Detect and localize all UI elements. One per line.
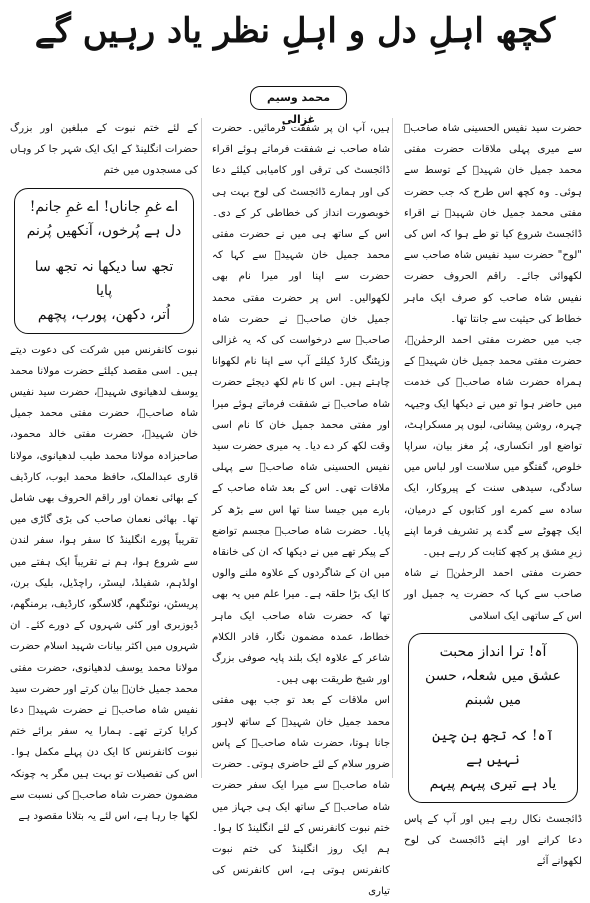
poem-line: آہ! ترا انداز محبت: [439, 643, 547, 660]
paragraph: ڈائجسٹ نکال رہے ہیں اور آپ کے پاس دعا کرانے اور اپنے ڈائجسٹ کی لوح لکھوانے آئے: [404, 813, 582, 868]
poem-line: یاد ہے تیری پیہم پیہم: [429, 775, 557, 792]
poem-line: اُتر، دکھن، پورب، پچھم: [37, 306, 171, 323]
poem-line: عشق میں شعلہ، حسن میں شبنم: [425, 667, 561, 708]
column-right: [404, 118, 582, 868]
column-middle: [212, 118, 390, 898]
poem-box: [408, 633, 578, 803]
article-header: [0, 0, 590, 126]
article-body: [10, 118, 582, 898]
author-byline: محمد وسیم غزالی: [250, 86, 347, 110]
article-title: کچھ اہلِ دل و اہلِ نظر یاد رہیں گے: [34, 11, 556, 51]
paragraph: ہیں، آپ ان پر شفقت فرمائیں۔ حضرت شاہ صاحب نے شفقت فرماتے ہوئے اقراء ڈائجسٹ کی ترقی اور کامیابی کیلئے دعا کی اور ہمارے ڈائجسٹ کی لوح بہت ہی خوبصورت انداز کی خطاطی کر کے دی۔ اس کے ساتھ ہی میں نے حضرت مفتی محمد جمیل خان شہیدؒ سے کہا کہ حضرت سے اپنا اور میرا نام بھی لکھوالیں۔ اس پر حضرت مفتی محمد جمیل خان صاحبؒ نے حضرت شاہ صاحبؒ سے درخواست کی کہ یہ غزالی وزیٹنگ کارڈ کیلئے آپ سے اپنا نام لکھوانا چاہتے ہیں۔ اس کا نام لکھ دیجئے حضرت شاہ صاحبؒ نے شفقت فرماتے ہوئے میرا اور مفتی محمد جمیل خان کا نام اسی وقت لکھ کر دے دیا۔ یہ میری حضرت سید نفیس الحسینی شاہ صاحبؒ سے پہلی ملاقات تھی۔ اس کے بعد شاہ صاحب کے بارے میں جیسا سنا تھا اس سے بڑھ کر پایا۔ حضرت شاہ صاحبؒ مجسم تواضع کے پیکر تھے میں نے دیکھا کہ ان کی خانقاہ میں ان کے شاگردوں کے علاوہ ملنے والوں کا ایک بڑا حلقہ ہے۔ میرا علم میں یہ بھی تھا کہ حضرت شاہ صاحب ایک ماہر خطاط، عمدہ مضمون نگار، قادر الکلام شاعر کے علاوہ ایک بلند پایہ صوفی بزرگ اور شیخ طریقت بھی ہیں۔: [212, 123, 390, 686]
paragraph: حضرت مفتی احمد الرحمٰنؒ نے شاہ صاحب سے کہا کہ حضرت یہ جمیل اور اس کے ساتھی ایک اسلامی: [404, 568, 582, 622]
paragraph: کے لئے ختم نبوت کے مبلغین اور بزرگ حضرات انگلینڈ کے ایک ایک شہر جا کر وہاں کی مسجدوں میں ختم: [10, 123, 198, 177]
paragraph: اس ملاقات کے بعد تو جب بھی مفتی محمد جمیل خان شہیدؒ کے ساتھ لاہور جانا ہوتا، حضرت شاہ صاحبؒ کے پاس ضرور سلام کے لئے حاضری ہوتی۔ حضرت شاہ صاحبؒ سے میرا ایک سفر حضرت شاہ صاحبؒ کے ساتھ ایک ہی جہاز میں ختم نبوت کانفرنس کے لئے انگلینڈ کا ہوا۔ ہم ایک روز انگلینڈ کی ختم نبوت کانفرنس ہوتی ہے، اس کانفرنس کی تیاری: [212, 695, 390, 898]
poem-line: آہ! کہ تجھ بن چین نہیں ہے: [432, 727, 554, 768]
poem-line: دل ہے پُرخوں، آنکھیں پُرنم: [26, 222, 182, 239]
poem-line: اے غمِ جاناں! اے غمِ جانم!: [29, 198, 179, 215]
paragraph: نبوت کانفرنس میں شرکت کی دعوت دیتے ہیں۔ اسی مقصد کیلئے حضرت مولانا محمد یوسف لدھیانوی شہیدؒ، حضرت سید نفیس شاہ صاحبؒ، حضرت مفتی محمد جمیل خان شہیدؒ، حضرت مفتی خالد محمود، صاحبزادہ مولانا محمد طیب لدھیانوی، مولانا قاری عبدالملک، حافظ محمد ایوب، کارڈیف کے بھائی نعمان اور راقم الحروف بھی شامل تھا۔ بھائی نعمان صاحب کی بڑی گاڑی میں تقریباً پورے انگلینڈ کا سفر ہوا، سفر لندن سے شروع ہوا، ہم نے تقریباً ایک ہفتے میں اولڈہم، شفیلڈ، لیسٹر، راچڈیل، بلیک برن، پریسٹن، نوٹنگھم، گلاسگو، کارڈیف، برمنگھم، ڈیوزبری اور کئی شہروں کے دورے کئے۔ ان شہروں میں اکثر بیانات شہید اسلام حضرت مولانا محمد یوسف لدھیانوی، حضرت مفتی محمد جمیل خانؒ بیان کرتے اور حضرت سید نفیس شاہ صاحبؒ نے حضرت شہیدؒ دعا کرایا کرتے تھے۔ ہمارا یہ سفر برائے ختم نبوت کانفرنس کا ایک دن پہلے مکمل ہوا۔ اس کی تفصیلات تو بہت ہیں مگر یہ چونکہ مضمون حضرت شاہ صاحبؒ کی نسبت سے لکھا جا رہا ہے، اس لئے یہ بتلانا مقصود ہے: [10, 344, 198, 823]
paragraph: جب میں حضرت مفتی احمد الرحمٰنؒ، حضرت مفتی محمد جمیل خان شہیدؒ کے ہمراہ حضرت شاہ صاحبؒ کی خدمت میں حاضر ہوا تو میں نے دیکھا ایک وجیہہ چہرہ، روشن پیشانی، لبوں پر مسکراہٹ، تواضع اور انکساری، پُر مغز بیان، سراپا خلوص، گفتگو میں سلاست اور لباس میں سادگی، سیدھی سنت کے پیروکار، ایک سادہ سے کمرے اور کتابوں کے درمیان، ایک چھوٹے سے گدے پر تشریف فرما اپنے زیرِ مشق پر کچھ کتابت کر رہے ہیں۔: [404, 335, 582, 559]
column-left: [10, 118, 198, 823]
poem-box: [14, 188, 194, 334]
paragraph: حضرت سید نفیس الحسینی شاہ صاحبؒ سے میری پہلی ملاقات حضرت مفتی محمد جمیل خان شہیدؒ کے توسط سے ہوئی۔ وہ کچھ اس طرح کہ جب حضرت مفتی محمد جمیل خان شہیدؒ نے اقراء ڈائجسٹ شروع کیا تو طے ہوا کہ اس کی "لوح" حضرت سید نفیس شاہ صاحب سے لکھوائی جائے۔ راقم الحروف حضرت نفیس شاہ صاحب کو صرف ایک ماہر خطاط کی حیثیت سے جانتا تھا۔: [404, 123, 582, 325]
poem-line: تجھ سا دیکھا نہ تجھ سا پایا: [34, 258, 174, 299]
